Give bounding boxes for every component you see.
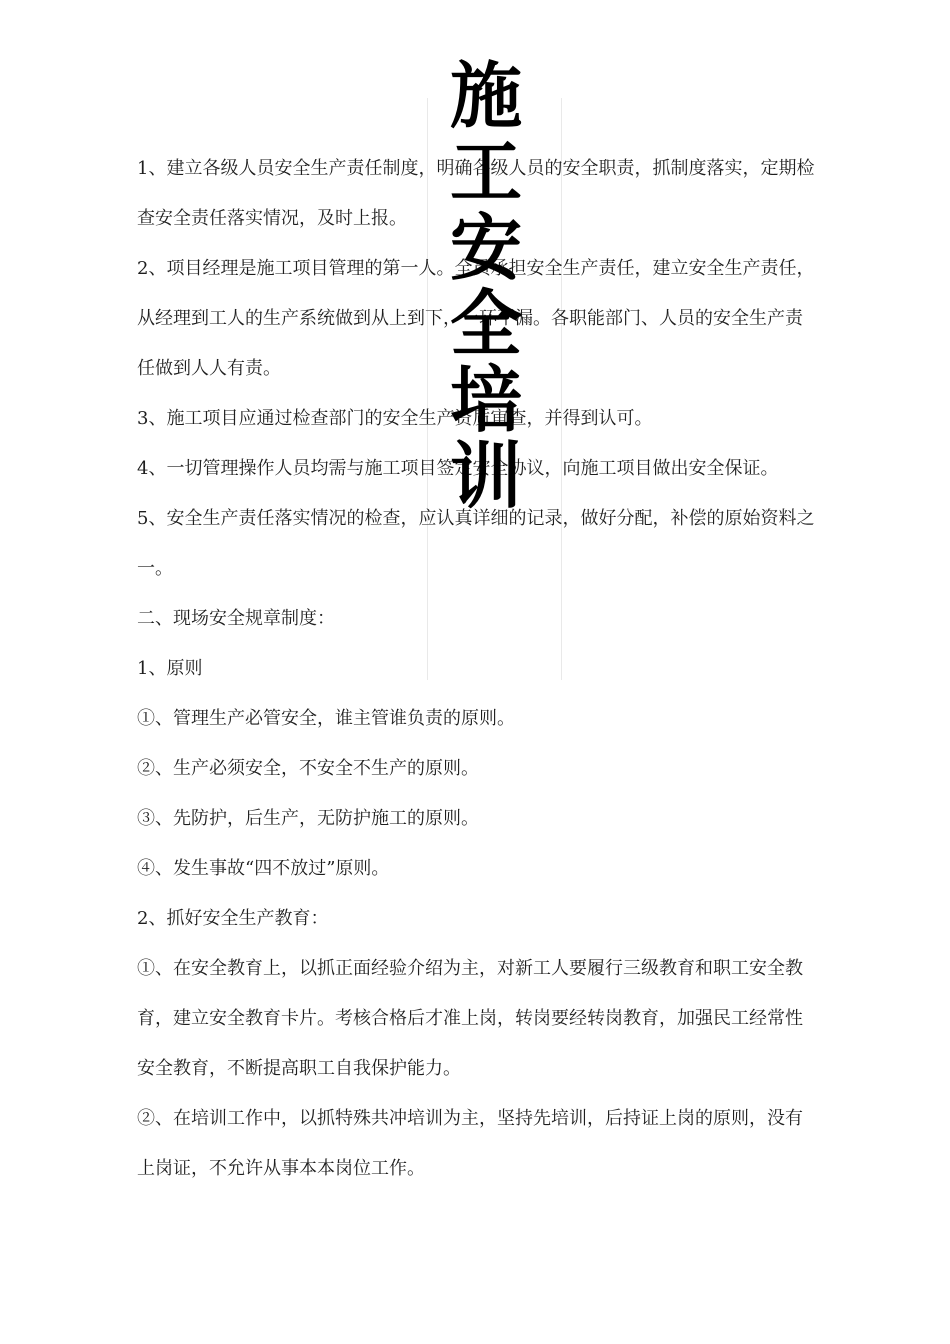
paragraph-inspection-records: 5、安全生产责任落实情况的检查，应认真详细的记录，做好分配，补偿的原始资料之一。 bbox=[137, 508, 815, 579]
paragraph-responsibility-system: 1、建立各级人员安全生产责任制度，明确各级人员的安全职责，抓制度落实，定期检查安全责任落实情况，及时上报。 bbox=[137, 158, 815, 229]
education-item: ①、在安全教育上，以抓正面经验介绍为主，对新工人要履行三级教育和职工安全教育，建立安全教育卡片。考核合格后才准上岗，转岗要经转岗教育，加强民工经常性安全教育，不断提高职工自我保护能力。 bbox=[137, 958, 803, 1079]
paragraph-safety-agreement: 4、一切管理操作人员均需与施工项目签定安全协议，向施工项目做出安全保证。 bbox=[137, 458, 779, 479]
title-char: 施 bbox=[449, 54, 522, 138]
education-item: ②、在培训工作中，以抓特殊共冲培训为主，坚持先培训，后持证上岗的原则，没有上岗证，不允许从事本本岗位工作。 bbox=[137, 1108, 803, 1179]
paragraph-qualification-review: 3、施工项目应通过检查部门的安全生产资质审查，并得到认可。 bbox=[137, 408, 653, 429]
section-heading-site-rules: 二、现场安全规章制度： bbox=[137, 608, 335, 629]
principle-item: ④、发生事故“四不放过”原则。 bbox=[137, 858, 390, 879]
principle-item: ②、生产必须安全，不安全不生产的原则。 bbox=[137, 758, 479, 779]
principle-item: ③、先防护，后生产，无防护施工的原则。 bbox=[137, 808, 479, 829]
title-char: 工 bbox=[449, 130, 522, 214]
paragraph-project-manager: 2、项目经理是施工项目管理的第一人。全员承担安全生产责任，建立安全生产责任，从经理到工人的生产系统做到从上到下，一环不漏。各职能部门、人员的安全生产责任做到人人有责。 bbox=[137, 258, 815, 379]
title-char: 培 bbox=[449, 358, 522, 442]
subheading-principles: 1、原则 bbox=[137, 658, 203, 679]
subheading-safety-education: 2、抓好安全生产教育： bbox=[137, 908, 329, 929]
document-title bbox=[444, 54, 528, 518]
title-char: 全 bbox=[449, 282, 522, 366]
title-char: 安 bbox=[449, 206, 522, 290]
principle-item: ①、管理生产必管安全，谁主管谁负责的原则。 bbox=[137, 708, 515, 729]
title-char: 训 bbox=[449, 434, 522, 518]
